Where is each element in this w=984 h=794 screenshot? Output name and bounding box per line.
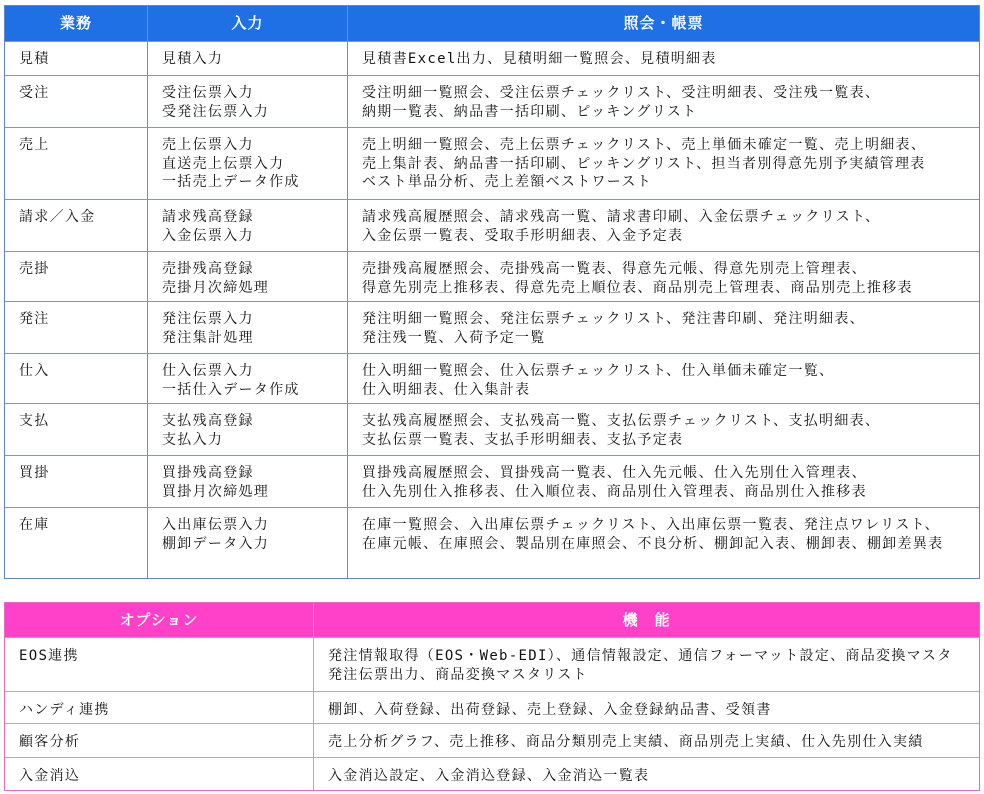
report-line: 仕入明細一覧照会、仕入伝票チェックリスト、仕入単価未確定一覧、 [362, 363, 835, 379]
category-cell: 見積 [5, 42, 148, 75]
features-cell [314, 758, 979, 790]
input-cell [148, 404, 348, 455]
reports-cell [348, 302, 979, 353]
category-cell: 請求／入金 [5, 200, 148, 251]
input-cell [148, 302, 348, 353]
category-cell: 買掛 [5, 456, 148, 507]
category-cell: 売掛 [5, 252, 148, 301]
business-table-header [5, 6, 979, 42]
report-line: 納期一覧表、納品書一括印刷、ピッキングリスト [362, 103, 698, 120]
report-line: 受注明細一覧照会、受注伝票チェックリスト、受注明細表、受注残一覧表、 [362, 85, 881, 101]
input-item: 棚卸データ入力 [162, 535, 270, 552]
header-cell-option: オプション [5, 603, 314, 637]
input-item: 発注伝票入力 [162, 311, 254, 327]
option-row [5, 638, 979, 692]
features-cell [314, 638, 979, 691]
report-line: 発注明細一覧照会、発注伝票チェックリスト、発注書印刷、発注明細表、 [362, 311, 865, 327]
reports-cell [348, 252, 979, 301]
input-item: 直送売上伝票入力 [162, 155, 285, 172]
header-cell-input: 入力 [148, 6, 348, 41]
reports-cell [348, 200, 979, 251]
reports-cell [348, 456, 979, 507]
input-item: 入出庫伝票入力 [162, 517, 270, 533]
options-table [4, 602, 980, 791]
report-line: 売上明細一覧照会、売上伝票チェックリスト、売上単価未確定一覧、売上明細表、 [362, 137, 927, 153]
report-line: 仕入先別仕入推移表、仕入順位表、商品別仕入管理表、商品別仕入推移表 [362, 483, 867, 500]
option-name-cell: 顧客分析 [5, 724, 314, 757]
business-table [4, 5, 980, 579]
category-cell: 支払 [5, 404, 148, 455]
feature-line: 売上分析グラフ、売上推移、商品分類別売上実績、商品別売上実績、仕入先別仕入実績 [328, 734, 924, 750]
report-line: 得意先別売上推移表、得意先売上順位表、商品別売上管理表、商品別売上推移表 [362, 279, 913, 296]
input-item: 一括仕入データ作成 [162, 381, 300, 398]
input-item: 請求残高登録 [162, 209, 254, 225]
report-line: 売上集計表、納品書一括印刷、ピッキングリスト、担当者別得意先別予実績管理表 [362, 155, 926, 172]
input-item: 買掛残高登録 [162, 465, 254, 481]
report-line: ベスト単品分析、売上差額ベストワースト [362, 174, 652, 190]
feature-line: 発注伝票出力、商品変換マスタリスト [328, 666, 588, 683]
reports-cell [348, 76, 979, 127]
input-item: 受注伝票入力 [162, 85, 254, 101]
report-line: 支払伝票一覧表、支払手形明細表、支払予定表 [362, 431, 684, 448]
input-item: 買掛月次締処理 [162, 483, 270, 500]
input-item: 一括売上データ作成 [162, 174, 300, 190]
table-row [5, 42, 979, 76]
input-item: 売上伝票入力 [162, 137, 254, 153]
header-cell-reports: 照会・帳票 [623, 14, 704, 33]
option-row [5, 758, 979, 790]
reports-cell [348, 42, 979, 75]
report-line: 発注残一覧、入荷予定一覧 [362, 329, 546, 346]
report-line: 在庫元帳、在庫照会、製品別在庫照会、不良分析、棚卸記入表、棚卸表、棚卸差異表 [362, 535, 944, 552]
input-item: 支払残高登録 [162, 413, 254, 429]
table-row [5, 76, 979, 128]
reports-cell [348, 128, 979, 199]
option-row [5, 724, 979, 758]
table-row [5, 508, 979, 578]
report-line: 仕入明細表、仕入集計表 [362, 381, 531, 398]
input-item: 支払入力 [162, 431, 224, 448]
input-item: 見積入力 [162, 51, 224, 67]
header-cell-business: 業務 [5, 6, 148, 41]
report-line: 在庫一覧照会、入出庫伝票チェックリスト、入出庫伝票一覧表、発注点ワレリスト、 [362, 517, 940, 533]
category-cell: 売上 [5, 128, 148, 199]
input-item: 売掛残高登録 [162, 261, 254, 277]
input-cell [148, 456, 348, 507]
option-name-cell: ハンディ連携 [5, 692, 314, 723]
reports-cell [348, 404, 979, 455]
input-cell [148, 128, 348, 199]
header-cell-features: 機 能 [622, 610, 671, 629]
reports-cell [348, 508, 979, 578]
feature-line: 入金消込設定、入金消込登録、入金消込一覧表 [328, 768, 650, 784]
category-cell: 在庫 [5, 508, 148, 578]
reports-cell [348, 354, 979, 403]
input-cell [148, 200, 348, 251]
input-item: 入金伝票入力 [162, 227, 254, 244]
input-item: 発注集計処理 [162, 329, 254, 346]
feature-line: 棚卸、入荷登録、出荷登録、売上登録、入金登録納品書、受領書 [328, 702, 772, 718]
features-cell [314, 724, 979, 757]
options-table-header [5, 603, 979, 638]
input-item: 売掛月次締処理 [162, 279, 270, 296]
input-cell [148, 508, 348, 578]
table-row [5, 354, 979, 404]
table-row [5, 404, 979, 456]
features-cell [314, 692, 979, 723]
category-cell: 発注 [5, 302, 148, 353]
table-row [5, 200, 979, 252]
feature-line: 発注情報取得（EOS・Web-EDI）、通信情報設定、通信フォーマット設定、商品変換マスタ [328, 648, 953, 664]
report-line: 買掛残高履歴照会、買掛残高一覧表、仕入先元帳、仕入先別仕入管理表、 [362, 465, 867, 481]
input-item: 仕入伝票入力 [162, 363, 254, 379]
table-row [5, 302, 979, 354]
input-cell [148, 76, 348, 127]
input-item: 受発注伝票入力 [162, 103, 270, 120]
option-row [5, 692, 979, 724]
input-cell [148, 354, 348, 403]
report-line: 見積書Excel出力、見積明細一覧照会、見積明細表 [362, 51, 717, 67]
category-cell: 受注 [5, 76, 148, 127]
report-line: 売掛残高履歴照会、売掛残高一覧表、得意先元帳、得意先別売上管理表、 [362, 261, 867, 277]
report-line: 入金伝票一覧表、受取手形明細表、入金予定表 [362, 227, 684, 244]
input-cell [148, 252, 348, 301]
table-row [5, 128, 979, 200]
report-line: 請求残高履歴照会、請求残高一覧、請求書印刷、入金伝票チェックリスト、 [362, 209, 881, 225]
table-row [5, 252, 979, 302]
category-cell: 仕入 [5, 354, 148, 403]
option-name-cell: EOS連携 [5, 638, 314, 691]
report-line: 支払残高履歴照会、支払残高一覧、支払伝票チェックリスト、支払明細表、 [362, 413, 881, 429]
input-cell [148, 42, 348, 75]
table-row [5, 456, 979, 508]
option-name-cell: 入金消込 [5, 758, 314, 790]
